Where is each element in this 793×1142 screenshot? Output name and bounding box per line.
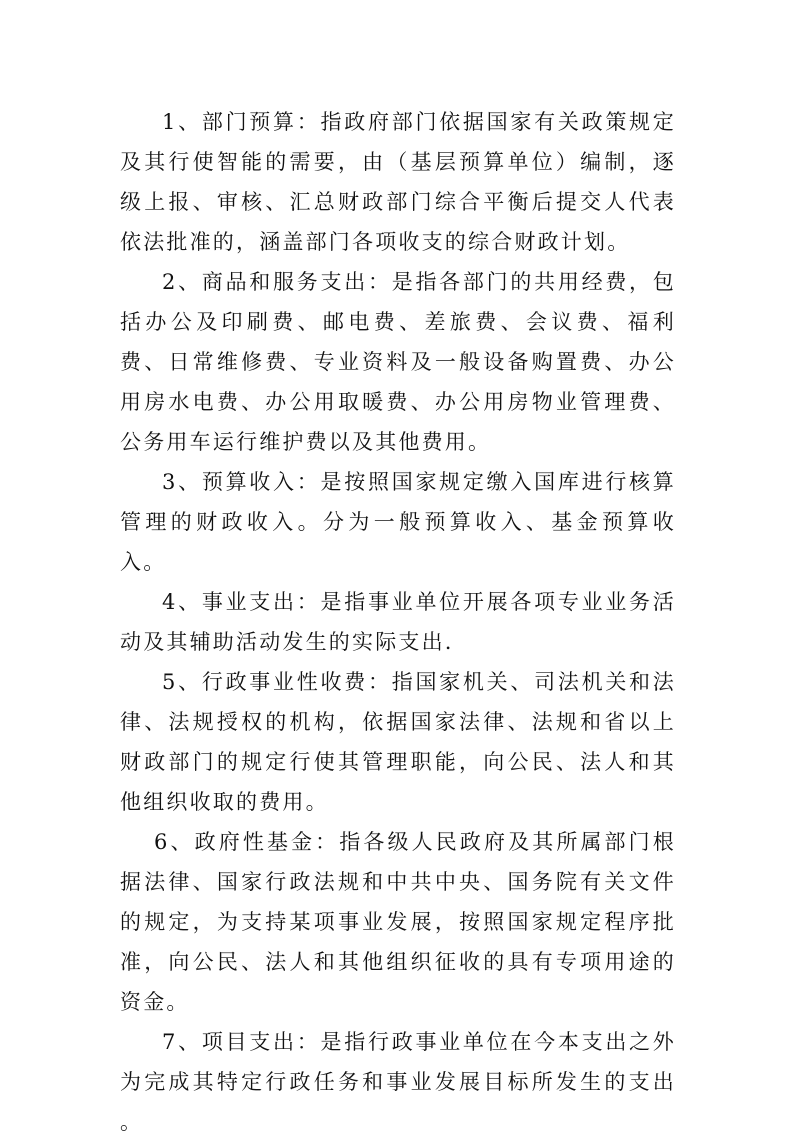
paragraph-business-expenditure: 4、事业支出：是指事业单位开展各项专业业务活动及其辅助活动发生的实际支出.	[120, 590, 676, 654]
paragraph-administrative-fees: 5、行政事业性收费：指国家机关、司法机关和法律、法规授权的机构，依据国家法律、法规和省以上财政部门的规定行使其管理职能，向公民、法人和其他组织收取的费用。	[120, 670, 676, 814]
paragraph-budget-revenue: 3、预算收入：是按照国家规定缴入国库进行核算管理的财政收入。分为一般预算收入、基金预算收入。	[120, 470, 676, 574]
paragraph-government-funds: 6、政府性基金：指各级人民政府及其所属部门根据法律、国家行政法规和中共中央、国务院有关文件的规定，为支持某项事业发展，按照国家规定程序批准，向公民、法人和其他组织征收的具有专项用途的资金。	[120, 830, 676, 1014]
paragraph-department-budget: 1、部门预算：指政府部门依据国家有关政策规定及其行使智能的需要，由（基层预算单位）编制，逐级上报、审核、汇总财政部门综合平衡后提交人代表依法批准的，涵盖部门各项收支的综合财政计划。	[120, 110, 676, 254]
document-body	[120, 102, 676, 1142]
paragraph-project-expenditure: 7、项目支出：是指行政事业单位在今本支出之外为完成其特定行政任务和事业发展目标所发生的支出 。	[120, 1030, 676, 1134]
paragraph-goods-services-expenditure: 2、商品和服务支出：是指各部门的共用经费，包括办公及印刷费、邮电费、差旅费、会议费、福利费、日常维修费、专业资料及一般设备购置费、办公用房水电费、办公用取暖费、办公用房物业管理费、公务用车运行维护费以及其他费用。	[120, 270, 676, 454]
